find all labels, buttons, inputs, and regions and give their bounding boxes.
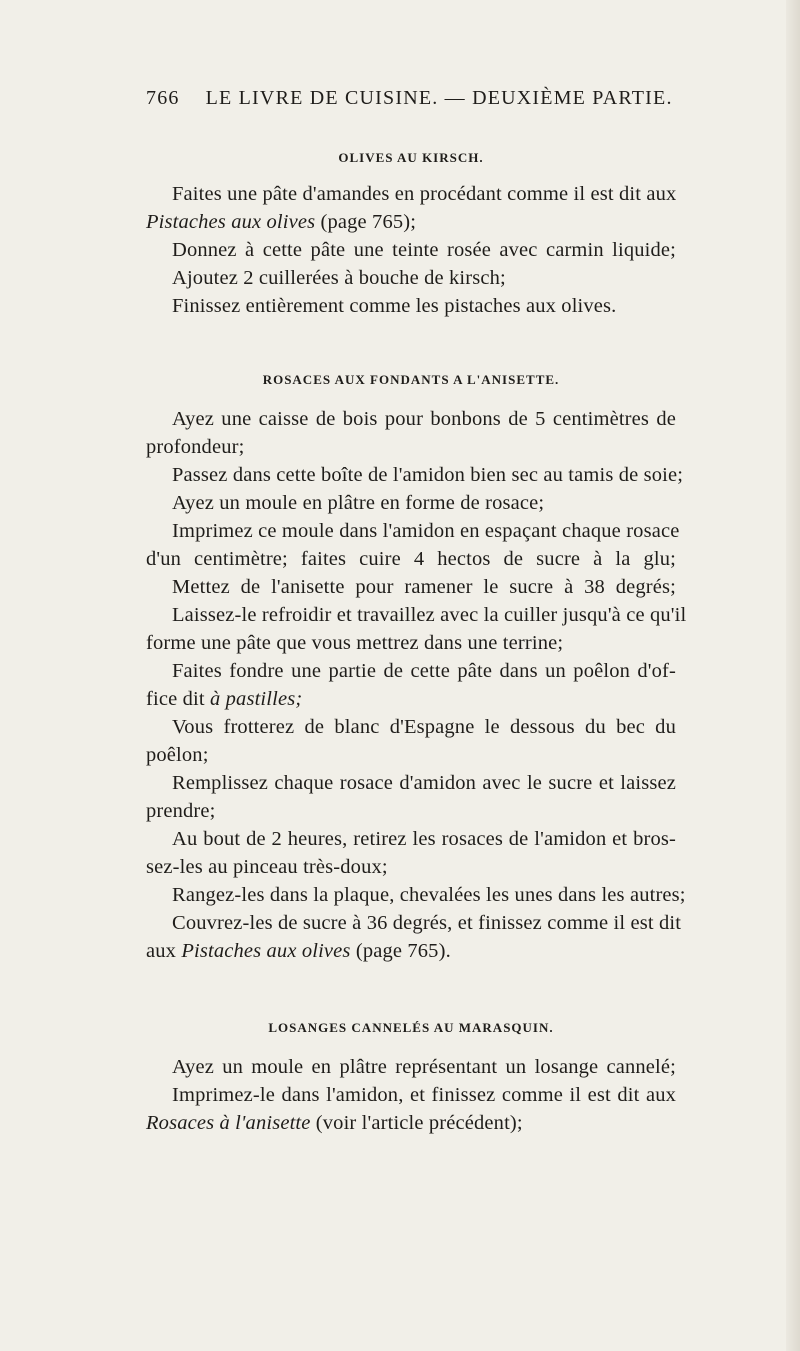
paragraph-line: Rangez-les dans la plaque, chevalées les unes dans les autres;	[172, 884, 686, 906]
paragraph-line: aux Pistaches aux olives (page 765).	[146, 940, 451, 962]
paragraph-line: Finissez entièrement comme les pistaches aux olives.	[172, 295, 617, 317]
paragraph-line: Ayez un moule en plâtre en forme de rosace;	[172, 492, 545, 514]
paragraph-line: fice dit à pastilles;	[146, 688, 303, 710]
paragraph-line: Ayez une caisse de bois pour bonbons de 5 centimètres de	[172, 408, 676, 430]
paragraph-line: Imprimez ce moule dans l'amidon en espaçant chaque rosace	[172, 520, 680, 542]
paragraph-line: prendre;	[146, 800, 216, 822]
paragraph-line: poêlon;	[146, 744, 209, 766]
paragraph-line: Pistaches aux olives (page 765);	[146, 211, 417, 233]
section-title-losanges: LOSANGES CANNELÉS AU MARASQUIN.	[268, 1020, 554, 1035]
running-title: LE LIVRE DE CUISINE. — DEUXIÈME PARTIE.	[205, 87, 673, 109]
paragraph-line: Couvrez-les de sucre à 36 degrés, et finissez comme il est dit	[172, 912, 682, 934]
paragraph-line: Passez dans cette boîte de l'amidon bien sec au tamis de soie;	[172, 464, 684, 486]
paragraph-line: Faites une pâte d'amandes en procédant comme il est dit aux	[172, 183, 677, 205]
paragraph-line: Ayez un moule en plâtre représentant un losange cannelé;	[172, 1056, 676, 1078]
paragraph-line: profondeur;	[146, 436, 245, 458]
paragraph-line: Rosaces à l'anisette (voir l'article précédent);	[146, 1112, 523, 1134]
paragraph-line: Mettez de l'anisette pour ramener le sucre à 38 degrés;	[172, 576, 676, 598]
paragraph-line: Laissez-le refroidir et travaillez avec la cuiller jusqu'à ce qu'il	[172, 604, 687, 626]
paragraph-line: Faites fondre une partie de cette pâte dans un poêlon d'of-	[172, 660, 676, 682]
italic-reference: Pistaches aux olives	[146, 211, 316, 233]
paragraph-line: Remplissez chaque rosace d'amidon avec le sucre et laissez	[172, 772, 676, 794]
paragraph-line: Au bout de 2 heures, retirez les rosaces de l'amidon et bros-	[172, 828, 676, 850]
running-head	[146, 87, 676, 110]
italic-reference: à pastilles;	[209, 688, 303, 710]
paragraph-line: d'un centimètre; faites cuire 4 hectos de sucre à la glu;	[146, 548, 676, 570]
page-number: 766	[146, 87, 180, 109]
italic-reference: Rosaces à l'anisette	[146, 1112, 311, 1134]
italic-reference: Pistaches aux olives	[181, 940, 351, 962]
section-title-olives: OLIVES AU KIRSCH.	[338, 150, 484, 165]
paragraph-line: Vous frotterez de blanc d'Espagne le dessous du bec du	[172, 716, 676, 738]
paragraph-line: Donnez à cette pâte une teinte rosée avec carmin liquide;	[172, 239, 676, 261]
paragraph-line: Ajoutez 2 cuillerées à bouche de kirsch;	[172, 267, 506, 289]
paragraph-line: Imprimez-le dans l'amidon, et finissez comme il est dit aux	[172, 1084, 676, 1106]
page-edge-shadow	[786, 0, 800, 1351]
section-title-rosaces: ROSACES AUX FONDANTS A L'ANISETTE.	[262, 372, 560, 387]
paragraph-line: forme une pâte que vous mettrez dans une terrine;	[146, 632, 564, 654]
paragraph-line: sez-les au pinceau très-doux;	[146, 856, 388, 878]
